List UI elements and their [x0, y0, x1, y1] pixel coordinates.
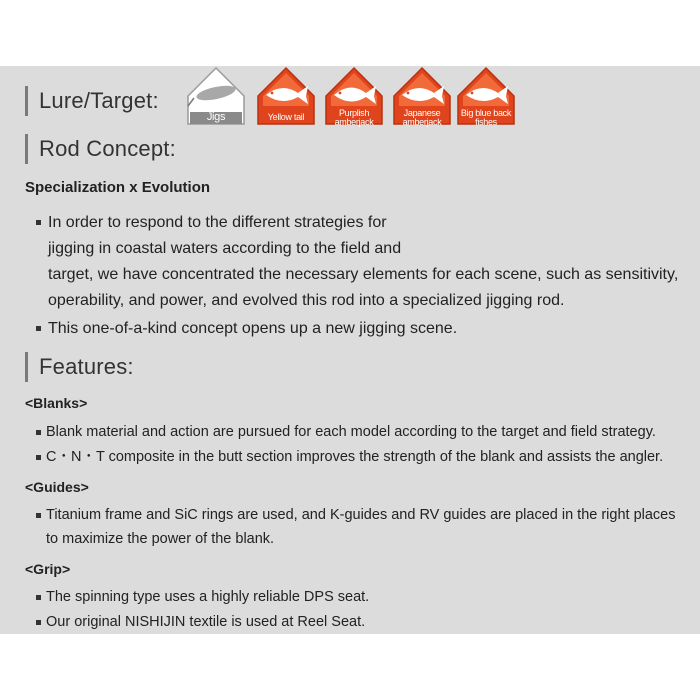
bullet-icon [36, 620, 41, 625]
bullet-icon [36, 220, 41, 225]
icon-label: Big blue back fishes [460, 108, 512, 127]
concept-line: In order to respond to the different strategies for [48, 214, 387, 231]
blanks-tag: <Blanks> [25, 395, 88, 411]
bullet-icon [36, 430, 41, 435]
bullet-icon [36, 326, 41, 331]
fish-icon [392, 66, 452, 128]
feature-item: C・N・T composite in the butt section improves the strength of the blank and assists the angler. [36, 445, 696, 469]
icon-label: Yellow tail [267, 112, 305, 122]
bullet-icon [36, 455, 41, 460]
bullet-icon [36, 595, 41, 600]
grip-tag: <Grip> [25, 561, 71, 577]
icon-label: Purplish amberjack [334, 108, 374, 127]
fish-icon [324, 66, 384, 128]
concept-line: This one-of-a-kind concept opens up a new jigging scene. [48, 320, 458, 337]
feature-item: Blank material and action are pursued for each model according to the target and field strategy. [36, 420, 696, 444]
guides-tag: <Guides> [25, 479, 89, 495]
fish-icon [256, 66, 316, 128]
concept-bullet [36, 316, 696, 342]
concept-bullet [36, 210, 696, 314]
feature-line: Titanium frame and SiC rings are used, and K-guides and RV guides are placed in the right places [46, 507, 676, 523]
feature-line: to maximize the power of the blank. [46, 531, 275, 547]
feature-item [36, 503, 696, 551]
feature-item: The spinning type uses a highly reliable DPS seat. [36, 585, 696, 609]
bullet-icon [36, 513, 41, 518]
lure-target-heading: Lure/Target: [25, 86, 159, 116]
rod-concept-heading: Rod Concept: [25, 134, 176, 164]
concept-line: target, we have concentrated the necessary elements for each scene, such as sensitivity, [48, 266, 679, 283]
rod-concept-subtitle: Specialization x Evolution [25, 179, 211, 196]
concept-line: jigging in coastal waters according to the field and [48, 240, 402, 257]
icon-label: Japanese amberjack [402, 108, 442, 127]
concept-line: operability, and power, and evolved this rod into a specialized jigging rod. [48, 292, 565, 309]
fish-icon [456, 66, 516, 128]
icon-label: Jigs [206, 111, 226, 123]
features-heading: Features: [25, 352, 134, 382]
feature-item: Our original NISHIJIN textile is used at Reel Seat. [36, 610, 696, 634]
jig-icon [186, 66, 246, 128]
